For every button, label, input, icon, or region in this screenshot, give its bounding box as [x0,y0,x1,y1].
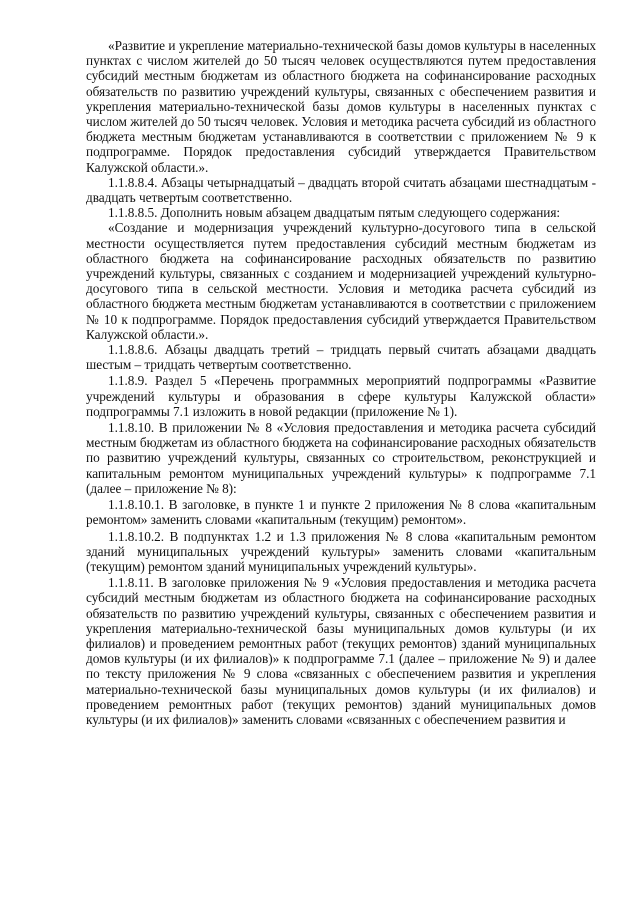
paragraph-1-1-8-9: 1.1.8.9. Раздел 5 «Перечень программных мероприятий подпрограммы «Развитие учреждений культуры и образования в сфере культуры Калужской области» подпрограммы 7.1 изложить в новой редакции (приложение № 1). [86,373,596,419]
paragraph-1-1-8-10-2: 1.1.8.10.2. В подпунктах 1.2 и 1.3 приложения № 8 слова «капитальным ремонтом зданий муниципальных учреждений культуры» заменить словами «капитальным (текущим) ремонтом зданий муниципальных учреждений культуры». [86,528,596,574]
paragraph-1-1-8-10: 1.1.8.10. В приложении № 8 «Условия предоставления и методика расчета субсидий местным бюджетам из областного бюджета на софинансирование расходных обязательств по развитию учреждений культуры, связанных со строительством, реконструкцией и капитальным ремонтом муниципальных учреждений культуры» к подпрограмме 7.1 (далее – приложение № 8): [86,420,596,496]
paragraph-1-1-8-10-1: 1.1.8.10.1. В заголовке, в пункте 1 и пункте 2 приложения № 8 слова «капитальным ремонтом» заменить словами «капитальным (текущим) ремонтом». [86,497,596,528]
paragraph-1-1-8-11: 1.1.8.11. В заголовке приложения № 9 «Условия предоставления и методика расчета субсидий местным бюджетам из областного бюджета на софинансирование расходных обязательств по развитию учреждений культуры, связанных с обеспечением развития и укрепления материально-технической базы муниципальных домов культуры (и их филиалов) и проведением ремонтных работ (текущих ремонтов) зданий муниципальных домов культуры (и их филиалов)» к подпрограмме 7.1 (далее – приложение № 9) и далее по тексту приложения № 9 слова «связанных с обеспечением развития и укрепления материально-технической базы муниципальных домов культуры (и их филиалов) и проведением ремонтных работ (текущих ремонтов) зданий муниципальных домов культуры (и их филиалов)» заменить словами «связанных с обеспечением развития и [86,575,596,727]
paragraph-1-1-8-8-6: 1.1.8.8.6. Абзацы двадцать третий – тридцать первый считать абзацами двадцать шестым – тридцать четвертым соответственно. [86,342,596,373]
paragraph-1-1-8-8-5: 1.1.8.8.5. Дополнить новым абзацем двадцатым пятым следующего содержания: [108,205,561,221]
document-body [86,38,596,727]
paragraph-quote-houses-of-culture: «Развитие и укрепление материально-технической базы домов культуры в населенных пунктах с числом жителей до 50 тысяч человек осуществляются путем предоставления субсидий местным бюджетам из областного бюджета на софинансирование расходных обязательств по развитию учреждений культуры, связанных с обеспечением развития и укрепления материально-технической базы домов культуры в населенных пунктах с числом жителей до 50 тысяч человек. Условия и методика расчета субсидий из областного бюджета местным бюджетам устанавливаются в соответствии с приложением № 9 к подпрограмме. Порядок предоставления субсидий утверждается Правительством Калужской области.». [86,38,596,175]
paragraph-quote-rural-institutions: «Создание и модернизация учреждений культурно-досугового типа в сельской местности осуществляется путем предоставления субсидий местным бюджетам из областного бюджета на софинансирование расходных обязательств по развитию учреждений культуры, связанных с созданием и модернизацией учреждений культурно-досугового типа в сельской местности. Условия и методика расчета субсидий из областного бюджета местным бюджетам устанавливаются в соответствии с приложением № 10 к подпрограмме. Порядок предоставления субсидий утверждается Правительством Калужской области.». [86,220,596,342]
paragraph-1-1-8-8-4: 1.1.8.8.4. Абзацы четырнадцатый – двадцать второй считать абзацами шестнадцатым - двадцать четвертым соответственно. [86,174,596,206]
